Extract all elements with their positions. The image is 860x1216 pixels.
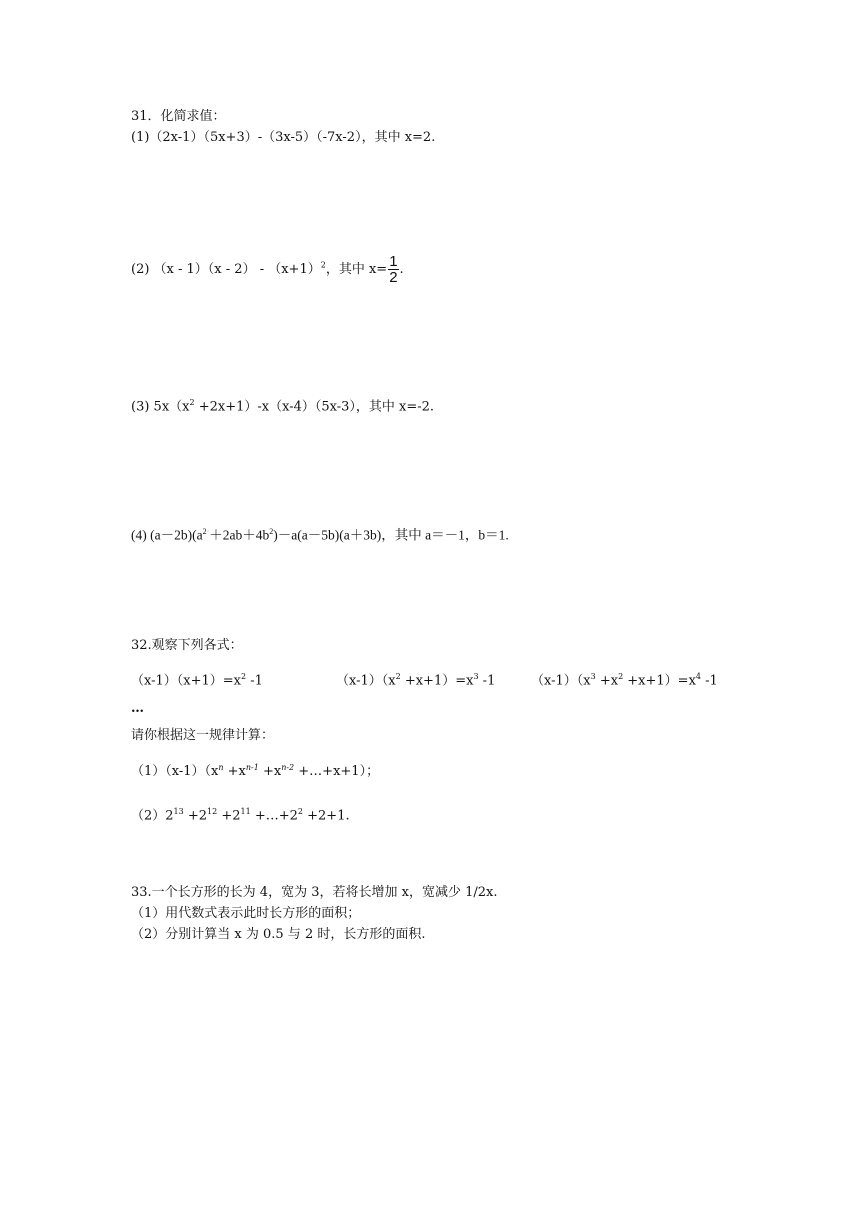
q32-title: 32.观察下列各式： xyxy=(131,638,243,653)
q32-eq2 xyxy=(336,668,495,690)
q32-part1-c: +x xyxy=(258,764,282,779)
q31-part4-highlight-mark: · xyxy=(206,527,210,536)
q31-part3 xyxy=(131,394,434,416)
q32-eq2-b: +x+1）=x xyxy=(400,673,474,689)
q31-part2 xyxy=(131,254,404,285)
q31-part2-fraction xyxy=(388,254,398,285)
q32-part2-a: （2）2 xyxy=(131,808,174,824)
q32-part2-exponent3: 11 xyxy=(240,807,251,816)
q31-part4 xyxy=(131,523,509,545)
q32-part2-e: +2+1. xyxy=(303,808,350,824)
q32-ellipsis: … xyxy=(131,701,144,716)
q32-eq3-b: +x xyxy=(595,673,619,689)
q32-part1-d: +…+x+1）； xyxy=(294,764,380,779)
q31-part2-end: . xyxy=(399,262,404,277)
q32-instruction: 请你根据这一规律计算： xyxy=(131,728,275,743)
q32-part2-d: +…+2 xyxy=(250,808,298,824)
q32-eq3-exponent2: 2 xyxy=(618,672,624,681)
q32-eq2-a: （x-1）（x xyxy=(336,673,396,689)
q33-part2: （2）分别计算当 x 为 0.5 与 2 时，长方形的面积. xyxy=(131,927,426,942)
q32-eq3-d: -1 xyxy=(701,673,718,689)
q32-part2-b: +2 xyxy=(183,808,208,824)
q31-part2-prefix: (2) （x - 1）（x - 2） - （x+1） xyxy=(131,262,321,277)
q32-eq3-exponent1: 3 xyxy=(590,672,596,681)
q31-part3-b: +2x+1）-x（x-4）（5x-3），其中 x=-2. xyxy=(194,399,435,415)
fraction-numerator: 1 xyxy=(389,253,398,270)
q31-part4-exponent2: 2 xyxy=(269,527,274,536)
q32-part1-exponent1: n xyxy=(218,763,224,772)
q32-eq1-b: -1 xyxy=(246,673,263,689)
q32-eq1-a: （x-1）（x+1）=x xyxy=(131,673,241,689)
q32-part1 xyxy=(131,759,379,781)
q31-title: 31．化简求值： xyxy=(131,109,226,124)
q32-part1-exponent3: n-2 xyxy=(281,763,295,772)
q32-eq1-exponent: 2 xyxy=(241,672,247,681)
q32-eq2-exponent2: 3 xyxy=(473,672,479,681)
q31-part2-mid: ，其中 x= xyxy=(325,262,388,277)
q31-part4-c: )－a(a－5b)(a＋3b)，其中 a＝－1，b＝1. xyxy=(273,527,509,543)
q31-part1: (1)（2x-1）（5x+3）-（3x-5）（-7x-2），其中 x=2. xyxy=(131,130,436,145)
q32-eq3-a: （x-1）（x xyxy=(531,673,591,689)
q33-title: 33.一个长方形的长为 4，宽为 3，若将长增加 x，宽减少 1/2x. xyxy=(131,885,498,900)
q32-part1-b: +x xyxy=(223,764,246,779)
q31-part3-a: (3) 5x（x xyxy=(131,399,190,415)
q32-eq2-c: -1 xyxy=(478,673,496,689)
q32-eq2-exponent1: 2 xyxy=(395,672,401,681)
fraction-denominator: 2 xyxy=(389,269,398,286)
q33-part1: （1）用代数式表示此时长方形的面积； xyxy=(131,906,361,921)
q32-eq1 xyxy=(131,668,263,690)
q31-part4-exponent1: 2 xyxy=(202,527,207,536)
q32-eq3-exponent3: 4 xyxy=(695,672,701,681)
q31-part4-b: ＋2ab＋4b xyxy=(209,527,270,543)
q32-part2-exponent1: 13 xyxy=(173,807,184,816)
q32-part1-exponent2: n-1 xyxy=(245,763,259,772)
q32-eq3 xyxy=(531,668,718,690)
q32-part2-exponent2: 12 xyxy=(207,807,218,816)
q31-part3-exponent: 2 xyxy=(189,398,195,407)
q32-part2 xyxy=(131,803,350,825)
q32-part2-exponent4: 2 xyxy=(297,807,303,816)
q32-part1-a: （1）（x-1）（x xyxy=(131,764,219,779)
q32-eq3-c: +x+1）=x xyxy=(623,673,696,689)
q32-part2-c: +2 xyxy=(217,808,241,824)
q31-part2-exponent: 2 xyxy=(320,260,326,270)
q31-part4-a: (4) (a－2b)(a xyxy=(131,527,203,543)
